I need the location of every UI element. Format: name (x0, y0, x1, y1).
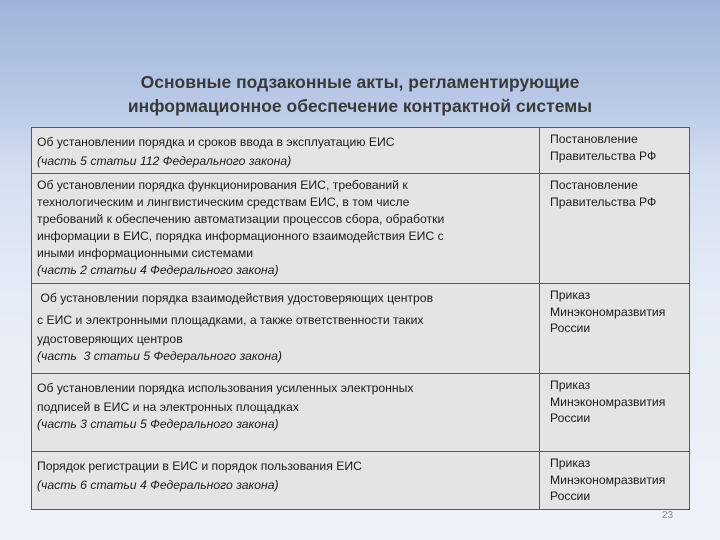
desc-line: подписей в ЕИС и на электронных площадках (37, 400, 299, 414)
act-type-line: Минэкономразвития (550, 472, 666, 487)
desc-line: Порядок регистрации в ЕИС и порядок пользования ЕИС (37, 459, 362, 473)
act-type-line: Приказ (550, 288, 591, 302)
law-reference: (часть 5 статьи 112 Федерального закона) (37, 154, 292, 168)
desc-line: с ЕИС и электронными площадками, а также ответственности таких (37, 313, 424, 327)
title-line-2: информационное обеспечение контрактной системы (127, 96, 593, 116)
slide-title (0, 70, 720, 118)
desc-line: Об установлении порядка использования усиленных электронных (37, 381, 414, 395)
desc-line: Об установлении порядка и сроков ввода в эксплуатацию ЕИС (37, 135, 395, 149)
table-row (32, 284, 690, 374)
act-description-cell (32, 374, 540, 452)
act-type-line: Правительства РФ (550, 194, 657, 209)
act-type-cell (540, 128, 690, 174)
desc-line: Об установлении порядка взаимодействия удостоверяющих центров (37, 291, 434, 305)
act-type-line: Минэкономразвития (550, 304, 666, 319)
act-description-cell (32, 128, 540, 174)
act-type-cell (540, 452, 690, 510)
table-row (32, 452, 690, 510)
act-description-cell (32, 174, 540, 284)
act-type-line: Правительства РФ (550, 148, 657, 163)
act-type-line: Приказ (550, 378, 591, 392)
act-type-line: России (550, 489, 591, 503)
desc-line: требований к обеспечению автоматизации процессов сбора, обработки (37, 212, 445, 226)
desc-line: Об установлении порядка функционирования ЕИС, требований к (37, 178, 408, 192)
table-row (32, 374, 690, 452)
acts-table (31, 127, 690, 510)
table-row (32, 128, 690, 174)
desc-line: удостоверяющих центров (37, 332, 183, 346)
act-type-line: России (550, 321, 591, 335)
act-type-line: Постановление (550, 178, 638, 192)
law-reference: (часть 6 статьи 4 Федерального закона) (37, 478, 279, 492)
act-type-line: Минэкономразвития (550, 394, 666, 409)
desc-line: технологическим и лингвистическим средствам ЕИС, в том числе (37, 195, 410, 209)
page-number: 23 (662, 510, 674, 521)
act-type-line: России (550, 411, 591, 425)
act-type-cell (540, 374, 690, 452)
law-reference: (часть 3 статьи 5 Федерального закона) (37, 417, 279, 431)
act-type-line: Постановление (550, 132, 638, 146)
act-type-cell (540, 174, 690, 284)
act-type-cell (540, 284, 690, 374)
desc-line: информации в ЕИС, порядка информационного взаимодействия ЕИС с (37, 229, 444, 243)
act-description-cell (32, 452, 540, 510)
title-line-1: Основные подзаконные акты, регламентирующие (140, 72, 580, 92)
act-description-cell (32, 284, 540, 374)
law-reference: (часть 3 статьи 5 Федерального закона) (37, 349, 282, 363)
table-row (32, 174, 690, 284)
act-type-line: Приказ (550, 456, 591, 470)
desc-line: иными информационными системами (37, 246, 254, 260)
law-reference: (часть 2 статьи 4 Федерального закона) (37, 263, 279, 277)
